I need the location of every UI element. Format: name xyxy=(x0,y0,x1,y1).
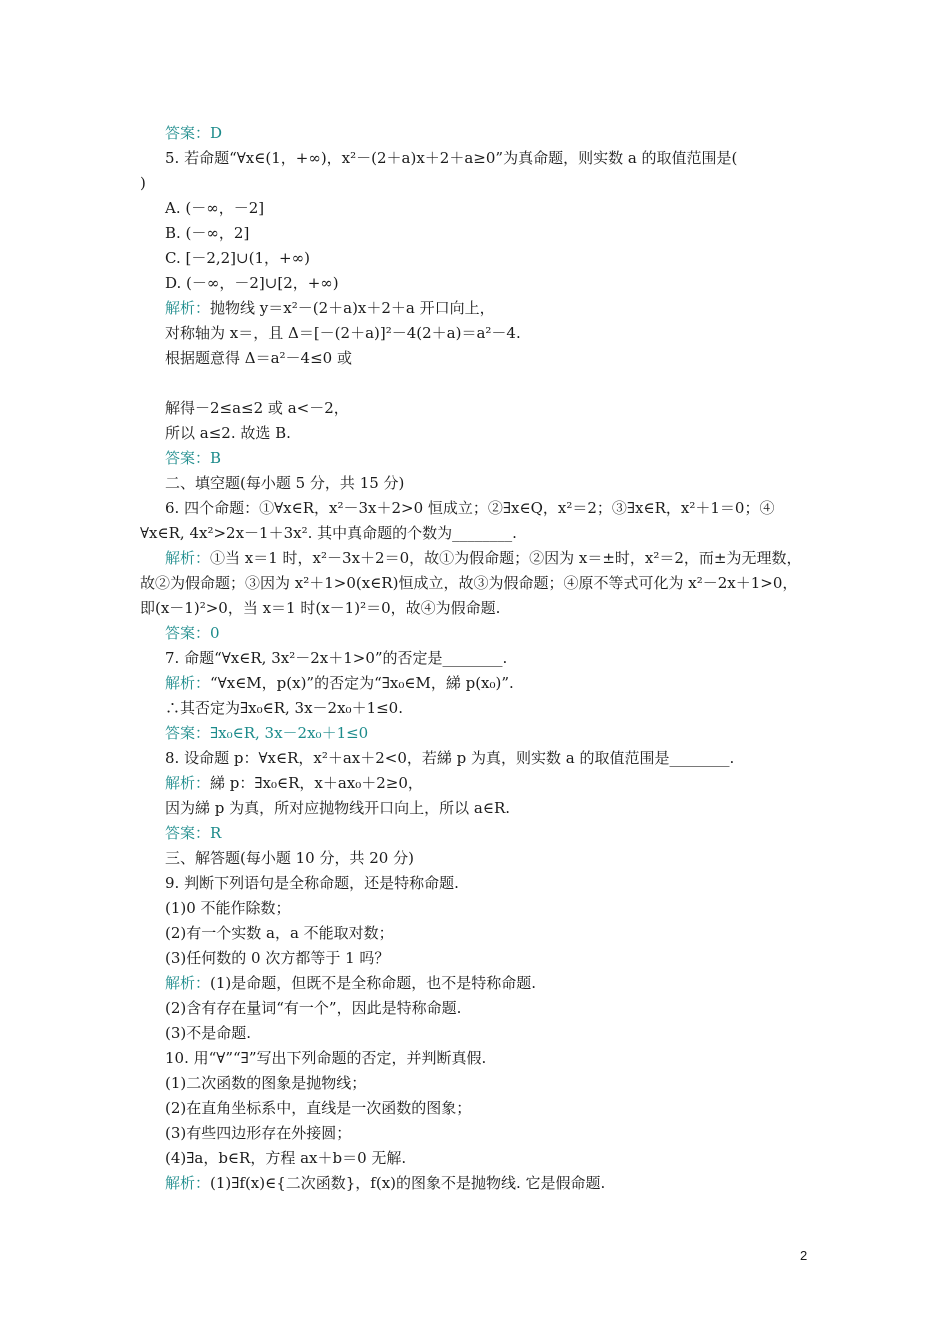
analysis-line xyxy=(165,1173,845,1193)
analysis-label: 解析： xyxy=(165,974,211,992)
page-number: 2 xyxy=(800,1248,808,1263)
option-b: B. (－∞，2] xyxy=(165,224,250,242)
text-line: (2)含有存在量词“有一个”，因此是特称命题. xyxy=(165,999,462,1017)
question-5-stem: 5. 若命题“∀x∈(1，+∞)，x²－(2＋a)x＋2＋a≥0”为真命题，则实数 a 的取值范围是( xyxy=(165,149,738,167)
analysis-text: ①当 x＝1 时，x²－3x＋2＝0，故①为假命题；②因为 x＝±时，x²＝2，而±为无理数， xyxy=(210,549,802,567)
answer-line: 答案：D xyxy=(165,124,223,142)
text-line: (4)∃a，b∈R，方程 ax＋b＝0 无解. xyxy=(165,1149,407,1167)
text-line: (2)在直角坐标系中，直线是一次函数的图象； xyxy=(165,1099,472,1117)
text-line: (3)有些四边形存在外接圆； xyxy=(165,1124,352,1142)
question-6-stem: 6. 四个命题：①∀x∈R，x²－3x＋2>0 恒成立；②∃x∈Q，x²＝2；③∃x∈R，x²＋1＝0；④ xyxy=(165,499,775,517)
text-line: 所以 a≤2. 故选 B. xyxy=(165,424,291,442)
analysis-label: 解析： xyxy=(165,674,211,692)
option-d: D. (－∞，－2]∪[2，+∞) xyxy=(165,274,339,292)
text-line: (3)任何数的 0 次方都等于 1 吗？ xyxy=(165,949,390,967)
analysis-label: 解析： xyxy=(165,1174,211,1192)
analysis-text: 綈 p：∃x₀∈R，x＋ax₀＋2≥0， xyxy=(210,774,423,792)
analysis-line xyxy=(165,973,845,993)
text-line: ∴其否定为∃x₀∈R, 3x－2x₀＋1≤0. xyxy=(165,699,403,717)
analysis-line xyxy=(165,673,845,693)
answer-line: 答案：B xyxy=(165,449,222,467)
text-line: (2)有一个实数 a，a 不能取对数； xyxy=(165,924,394,942)
analysis-line xyxy=(165,548,845,568)
analysis-line xyxy=(165,298,845,318)
question-5-stem-continued: ) xyxy=(140,174,146,192)
analysis-text: “∀x∈M，p(x)”的否定为“∃x₀∈M，綈 p(x₀)”. xyxy=(210,674,514,692)
text-line: 因为綈 p 为真，所对应抛物线开口向上，所以 a∈R. xyxy=(165,799,511,817)
section-heading: 二、填空题(每小题 5 分，共 15 分) xyxy=(165,474,405,492)
text-line: 故②为假命题；③因为 x²＋1>0(x∈R)恒成立，故③为假命题；④原不等式可化为 x²－2x＋1>0， xyxy=(140,574,798,592)
analysis-line xyxy=(165,773,845,793)
answer-line: 答案：∃x₀∈R, 3x－2x₀＋1≤0 xyxy=(165,724,369,742)
analysis-label: 解析： xyxy=(165,299,211,317)
option-c: C. [－2,2]∪(1，+∞) xyxy=(165,249,310,267)
analysis-text: (1)是命题，但既不是全称命题，也不是特称命题. xyxy=(210,974,537,992)
analysis-label: 解析： xyxy=(165,549,211,567)
answer-line: 答案：0 xyxy=(165,624,220,642)
option-a: A. (－∞，－2] xyxy=(165,199,265,217)
question-6-stem-continued: ∀x∈R, 4x²>2x－1＋3x². 其中真命题的个数为________. xyxy=(140,524,517,542)
question-8-stem: 8. 设命题 p：∀x∈R，x²＋ax＋2<0，若綈 p 为真，则实数 a 的取值范围是________. xyxy=(165,749,735,767)
text-line: 根据题意得 Δ＝a²－4≤0 或 xyxy=(165,349,352,367)
text-line: 即(x－1)²>0，当 x＝1 时(x－1)²＝0，故④为假命题. xyxy=(140,599,501,617)
text-line: 解得－2≤a≤2 或 a<－2， xyxy=(165,399,349,417)
answer-line: 答案：R xyxy=(165,824,222,842)
text-line: (3)不是命题. xyxy=(165,1024,252,1042)
question-7-stem: 7. 命题“∀x∈R, 3x²－2x＋1>0”的否定是________. xyxy=(165,649,508,667)
text-line: 对称轴为 x＝，且 Δ＝[－(2＋a)]²－4(2＋a)＝a²－4. xyxy=(165,324,521,342)
analysis-text: 抛物线 y＝x²－(2＋a)x＋2＋a 开口向上， xyxy=(210,299,495,317)
question-9-stem: 9. 判断下列语句是全称命题，还是特称命题. xyxy=(165,874,459,892)
text-line: (1)二次函数的图象是抛物线； xyxy=(165,1074,367,1092)
analysis-text: (1)∃f(x)∈{二次函数}，f(x)的图象不是抛物线. 它是假命题. xyxy=(210,1174,606,1192)
question-10-stem: 10. 用“∀”“∃”写出下列命题的否定，并判断真假. xyxy=(165,1049,487,1067)
analysis-label: 解析： xyxy=(165,774,211,792)
text-line: (1)0 不能作除数； xyxy=(165,899,291,917)
section-heading: 三、解答题(每小题 10 分，共 20 分) xyxy=(165,849,414,867)
